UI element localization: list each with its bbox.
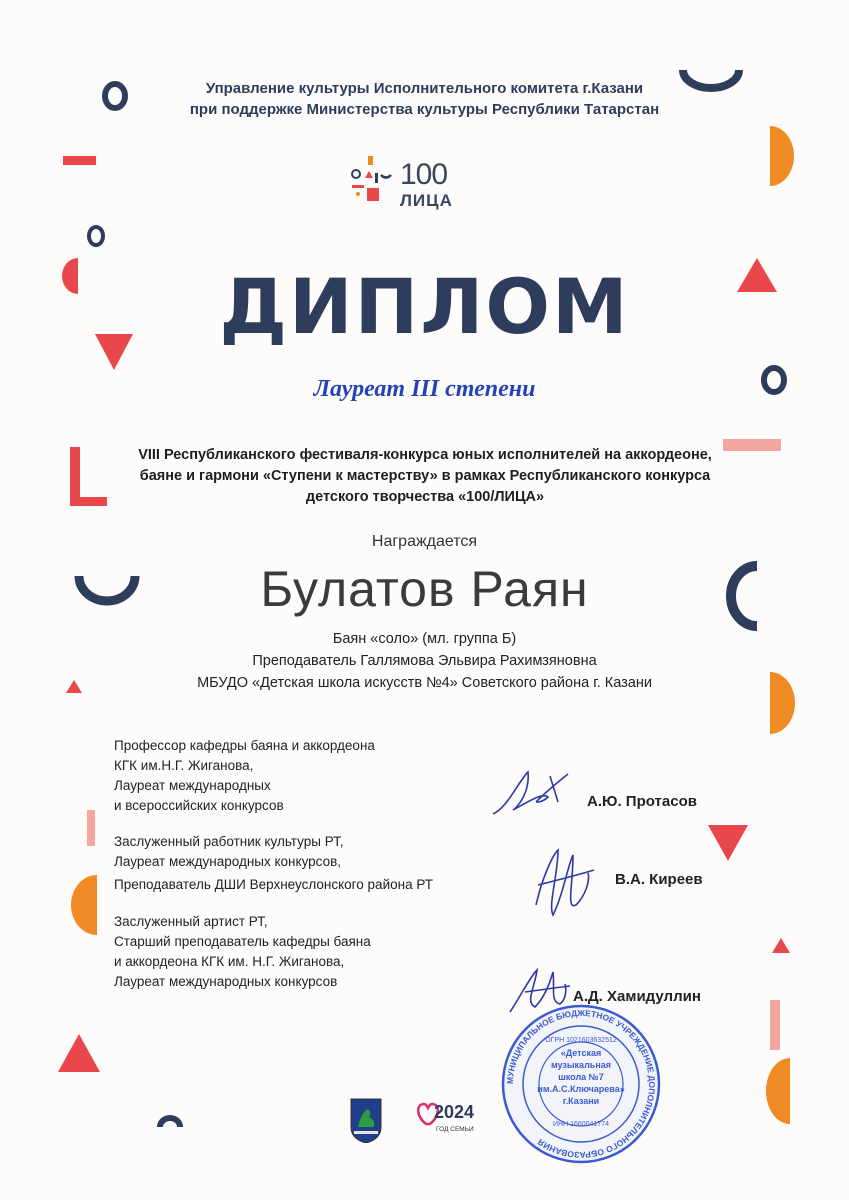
- recipient-name: Булатов Раян: [260, 561, 589, 617]
- jury-2-line-1: Заслуженный работник культуры РТ,: [114, 834, 344, 849]
- school-line: МБУДО «Детская школа искусств №4» Советского района г. Казани: [197, 675, 652, 691]
- stamp-line-2: музыкальная: [550, 1060, 612, 1070]
- jury-3-line-1: Заслуженный артист РТ,: [114, 914, 268, 929]
- jury-3-line-4: Лауреат международных конкурсов: [114, 974, 338, 989]
- jury-1-title: [114, 736, 375, 816]
- organizer-line-1: Управление культуры Исполнительного комитета г.Казани: [205, 80, 644, 97]
- laureate-degree: Лауреат III степени: [313, 376, 536, 402]
- signature-protasov-icon: [488, 762, 578, 822]
- navy-small-arc-icon: [160, 1118, 180, 1127]
- navy-ring-small-icon: [89, 227, 103, 245]
- logo-word: ЛИЦА: [400, 191, 453, 210]
- stamp-ogrn: ОГРН 1021603632512: [545, 1037, 617, 1044]
- coral-triangle-left-icon: [58, 1034, 100, 1072]
- orange-half-circle-right3-icon: [766, 1058, 790, 1124]
- jury-1-line-4: и всероссийских конкурсов: [114, 798, 284, 813]
- jury-3-name: А.Д. Хамидуллин: [573, 988, 701, 1005]
- stamp-line-3: школа №7: [558, 1072, 604, 1082]
- organizer-line-2: при поддержке Министерства культуры Республики Татарстан: [189, 101, 660, 118]
- event-description: [110, 445, 740, 508]
- year-of-family-logo: [414, 1098, 484, 1142]
- award-details: [0, 628, 849, 694]
- jury-1-line-2: КГК им.Н.Г. Жиганова,: [114, 758, 254, 773]
- jury-3-title: [114, 912, 371, 992]
- jury-3-line-2: Старший преподаватель кафедры баяна: [114, 934, 371, 949]
- document-title: ДИПЛОМ: [219, 262, 630, 351]
- stamp-inn: ИНН 1660041774: [552, 1121, 610, 1128]
- jury-1-line-3: Лауреат международных: [114, 778, 271, 793]
- organizer-block: [0, 78, 849, 120]
- stamp-line-5: г.Казани: [562, 1096, 600, 1106]
- school-stamp: [500, 1003, 662, 1165]
- pink-bar-icon: [87, 810, 95, 846]
- 100-lica-logo: [348, 154, 478, 216]
- teacher-line: Преподаватель Галлямова Эльвира Рахимзяновна: [252, 653, 597, 669]
- category-line: Баян «соло» (мл. группа Б): [332, 631, 517, 647]
- coral-small-triangle-right-icon: [772, 938, 790, 953]
- coral-down-triangle-right-icon: [708, 825, 748, 861]
- event-line-2: баяне и гармони «Ступени к мастерству» в рамках Республиканского конкурса: [139, 468, 711, 484]
- coral-l-shape-icon: [70, 447, 107, 506]
- jury-2-line-3: Преподаватель ДШИ Верхнеуслонского района РТ: [114, 877, 433, 892]
- pink-vertical-bar-icon: [770, 1000, 780, 1050]
- stamp-ring-text: МУНИЦИПАЛЬНОЕ БЮДЖЕТНОЕ УЧРЕЖДЕНИЕ ДОПОЛНИТЕЛЬНОГО ОБРАЗОВАНИЯ: [504, 1007, 658, 1161]
- event-line-1: VIII Республиканского фестиваля-конкурса юных исполнителей на аккордеоне,: [138, 447, 712, 463]
- orange-half-circle-left-icon: [71, 875, 97, 935]
- jury-2-name: В.А. Киреев: [615, 871, 703, 888]
- jury-2-title: [114, 832, 433, 895]
- stamp-line-4: им.А.С.Ключарева»: [537, 1084, 625, 1094]
- year-number: 2024: [434, 1102, 475, 1122]
- event-line-3: детского творчества «100/ЛИЦА»: [305, 489, 545, 505]
- coral-bar-icon: [63, 156, 96, 165]
- jury-3-line-3: и аккордеона КГК им. Н.Г. Жиганова,: [114, 954, 345, 969]
- kazan-emblem-icon: [349, 1097, 383, 1143]
- logo-number: 100: [400, 158, 448, 191]
- 100-lica-logo-icon: [348, 154, 398, 216]
- jury-2-line-2: Лауреат международных конкурсов,: [114, 854, 342, 869]
- stamp-line-1: «Детская: [560, 1048, 602, 1058]
- awarded-label: Награждается: [371, 533, 478, 550]
- signature-kireev-icon: [528, 845, 598, 925]
- year-caption: ГОД СЕМЬИ: [436, 1126, 474, 1133]
- orange-half-circle-right-icon: [770, 126, 794, 186]
- stamp-center-text: [500, 1047, 662, 1107]
- jury-1-line-1: Профессор кафедры баяна и аккордеона: [114, 738, 375, 753]
- jury-1-name: А.Ю. Протасов: [587, 793, 697, 810]
